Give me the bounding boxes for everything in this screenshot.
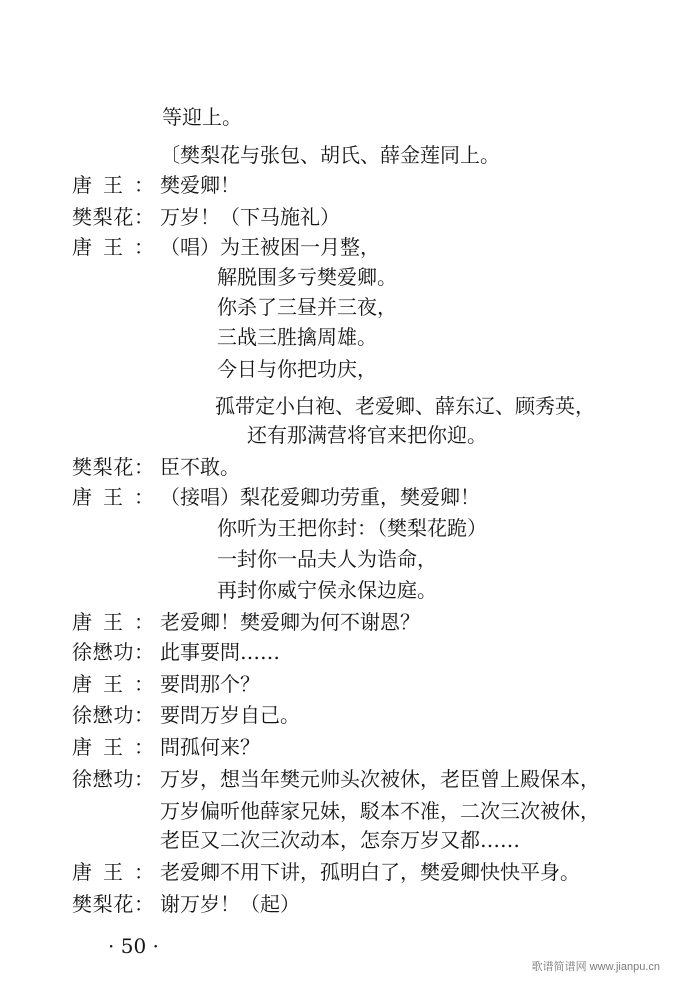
verse-line — [217, 514, 487, 542]
line-text: 老臣又二次三次动本，怎奈万岁又都…… — [160, 828, 520, 852]
verse-line — [217, 263, 397, 291]
verse-line — [160, 797, 600, 825]
speaker-label: 徐懋功： — [72, 703, 154, 727]
verse-line — [247, 421, 487, 449]
line-text: 还有那满营将官来把你迎。 — [247, 423, 487, 447]
speaker-label: 唐王： — [72, 735, 154, 759]
line-text: 〔樊梨花与张包、胡氏、薛金莲同上。 — [160, 143, 500, 167]
line-text: 谢万岁！（起） — [160, 892, 300, 916]
watermark: 歌谱简谱网 www.jianpu.cn — [531, 961, 660, 973]
line-text: （唱）为王被困一月整， — [160, 235, 380, 259]
speaker-label: 徐懋功： — [72, 767, 154, 791]
speaker-label: 唐王： — [72, 235, 154, 259]
line-text: 老爱卿！樊爱卿为何不谢恩？ — [160, 610, 420, 634]
line-text: 此事要問…… — [160, 640, 280, 664]
speaker-label: 樊梨花： — [72, 892, 154, 916]
line-text: 万岁，想当年樊元帅头次被休，老臣曾上殿保本， — [160, 767, 600, 791]
line-text: 今日与你把功庆， — [217, 357, 377, 381]
line-text: 孤带定小白袍、老爱卿、薛东辽、顾秀英， — [215, 394, 595, 418]
stage-direction — [160, 141, 500, 169]
line-text: 三战三胜擒周雄。 — [217, 325, 377, 349]
line-text: 老爱卿不用下讲，孤明白了，樊爱卿快快平身。 — [160, 860, 580, 884]
verse-line — [217, 293, 397, 321]
speaker-label: 徐懋功： — [72, 640, 154, 664]
line-text: 等迎上。 — [162, 105, 242, 129]
line-text: 要問那个？ — [160, 672, 260, 696]
line-text: 問孤何来？ — [160, 735, 260, 759]
verse-line — [215, 392, 595, 420]
speaker-label: 樊梨花： — [72, 205, 154, 229]
verse-line — [160, 826, 520, 854]
line-text: 万岁！（下马施礼） — [160, 205, 340, 229]
speaker-label: 唐王： — [72, 485, 154, 509]
speaker-label: 唐王： — [72, 672, 154, 696]
line-text: 再封你威宁侯永保边庭。 — [217, 578, 437, 602]
verse-line — [217, 576, 437, 604]
speaker-label: 樊梨花： — [72, 455, 154, 479]
line-text: 解脱围多亏樊爱卿。 — [217, 265, 397, 289]
verse-line — [217, 323, 377, 351]
line-text: 要問万岁自己。 — [160, 703, 300, 727]
line-text: 你听为王把你封：（樊梨花跪） — [217, 516, 487, 540]
line-text: 你杀了三昼并三夜， — [217, 295, 397, 319]
line-text: 一封你一品夫人为诰命， — [217, 547, 437, 571]
speaker-label: 唐王： — [72, 610, 154, 634]
speaker-label: 唐王： — [72, 173, 154, 197]
line-text: 樊爱卿！ — [160, 173, 240, 197]
line-text: （接唱）梨花爱卿功劳重，樊爱卿！ — [160, 485, 480, 509]
line-text: 臣不敢。 — [160, 455, 240, 479]
speaker-label: 唐王： — [72, 860, 154, 884]
page-number: · 50 · — [108, 934, 159, 958]
verse-line — [217, 545, 437, 573]
verse-line — [217, 355, 377, 383]
line-text: 万岁偏听他薛家兄妹，駁本不准，二次三次被休， — [160, 799, 600, 823]
stage-direction — [162, 103, 242, 131]
